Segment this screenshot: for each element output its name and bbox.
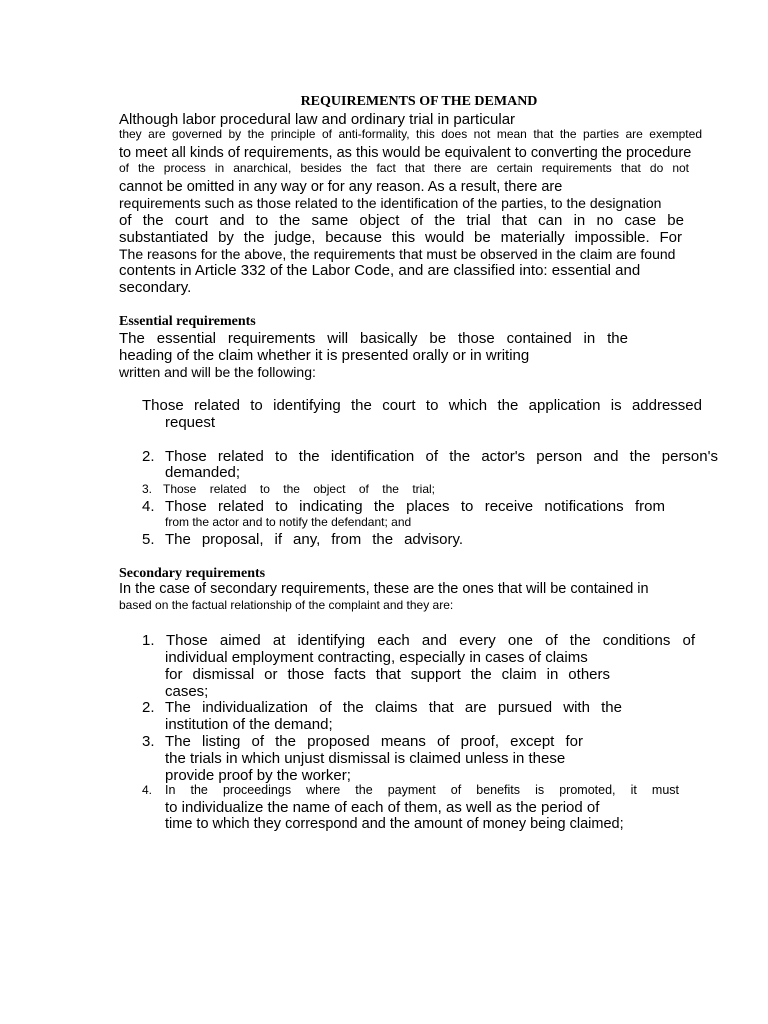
intro-line-4: of the process in anarchical, besides the fact that there are certain requirements that do not	[119, 161, 689, 175]
essential-item-5-number: 5.	[142, 531, 155, 548]
essential-item-1-line-1: Those related to identifying the court to which the application is addressed	[142, 397, 702, 414]
secondary-item-4-number: 4.	[142, 783, 153, 797]
essential-item-4-number: 4.	[142, 498, 155, 515]
secondary-item-2-number: 2.	[142, 699, 155, 716]
secondary-item-2-line-1: The individualization of the claims that are pursued with the	[165, 699, 622, 716]
essential-item-3-line-1: Those related to the object of the trial;	[163, 482, 435, 496]
secondary-item-3-line-1: The listing of the proposed means of proof, except for	[165, 733, 583, 750]
secondary-intro-line-1: In the case of secondary requirements, these are the ones that will be contained in	[119, 581, 649, 597]
essential-item-2-number: 2.	[142, 448, 155, 465]
intro-line-7: of the court and to the same object of the trial that can in no case be	[119, 212, 684, 229]
intro-line-5: cannot be omitted in any way or for any reason. As a result, there are	[119, 179, 563, 195]
essential-item-1-line-2: request	[165, 414, 216, 431]
essential-intro-line-2: heading of the claim whether it is presented orally or in writing	[119, 347, 530, 364]
essential-item-2-line-1: Those related to the identification of the actor's person and the person's	[165, 448, 718, 465]
intro-line-3: to meet all kinds of requirements, as this would be equivalent to converting the procedure	[119, 145, 692, 161]
secondary-item-3-number: 3.	[142, 733, 155, 750]
secondary-item-2-line-2: institution of the demand;	[165, 716, 333, 733]
section-heading-secondary: Secondary requirements	[119, 566, 266, 581]
essential-item-4-line-1: Those related to indicating the places to receive notifications from	[165, 498, 665, 515]
intro-line-1: Although labor procedural law and ordinary trial in particular	[119, 111, 516, 128]
secondary-item-1-line-4: cases;	[165, 683, 209, 700]
secondary-item-1-line-2: individual employment contracting, especially in cases of claims	[165, 649, 588, 666]
essential-item-4-line-2: from the actor and to notify the defendant; and	[165, 515, 412, 529]
secondary-item-1-line-3: for dismissal or those facts that support the claim in others	[165, 666, 610, 683]
intro-line-11: secondary.	[119, 279, 192, 296]
secondary-item-3-line-3: provide proof by the worker;	[165, 767, 351, 784]
secondary-item-3-line-2: the trials in which unjust dismissal is claimed unless in these	[165, 750, 566, 767]
intro-line-9: The reasons for the above, the requirements that must be observed in the claim are found	[119, 246, 676, 262]
essential-item-3-number: 3.	[142, 482, 153, 496]
page-title: REQUIREMENTS OF THE DEMAND	[300, 94, 538, 109]
secondary-item-4-line-2: to individualize the name of each of them, as well as the period of	[165, 799, 600, 816]
secondary-item-4-line-3: time to which they correspond and the amount of money being claimed;	[165, 816, 624, 832]
intro-line-8: substantiated by the judge, because this would be materially impossible. For	[119, 229, 682, 246]
secondary-intro-line-2: based on the factual relationship of the complaint and they are:	[119, 598, 454, 612]
secondary-item-1-line-1: Those aimed at identifying each and every one of the conditions of	[166, 632, 695, 649]
secondary-item-1-number: 1.	[142, 632, 155, 649]
secondary-item-4-line-1: In the proceedings where the payment of benefits is promoted, it must	[165, 783, 679, 797]
section-heading-essential: Essential requirements	[119, 314, 256, 329]
intro-line-10: contents in Article 332 of the Labor Code, and are classified into: essential and	[119, 262, 641, 279]
essential-item-2-line-2: demanded;	[165, 464, 241, 481]
essential-intro-line-3: written and will be the following:	[119, 364, 316, 380]
intro-line-6: requirements such as those related to the identification of the parties, to the designation	[119, 195, 662, 211]
essential-intro-line-1: The essential requirements will basically be those contained in the	[119, 330, 628, 347]
essential-item-5-line-1: The proposal, if any, from the advisory.	[165, 531, 463, 548]
intro-line-2: they are governed by the principle of anti-formality, this does not mean that the parties are exempted	[119, 127, 702, 141]
